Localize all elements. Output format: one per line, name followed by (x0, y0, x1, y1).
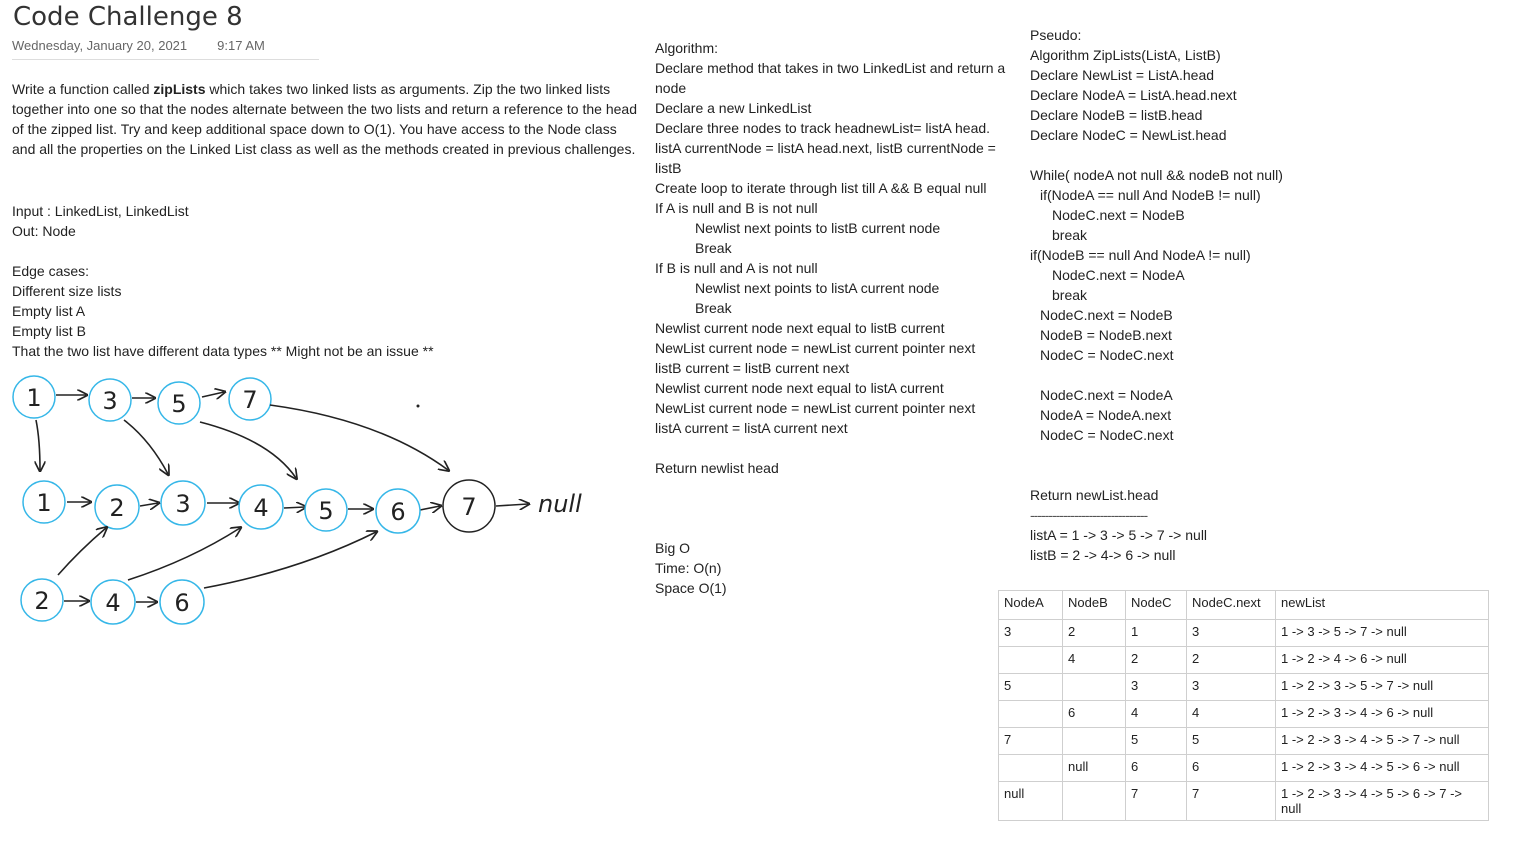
pseudo-heading: Pseudo: (1030, 27, 1082, 43)
algorithm-line: If A is null and B is not null (655, 200, 818, 216)
pseudo-line: NodeB = NodeB.next (1040, 327, 1172, 343)
zip-diagram (0, 360, 640, 640)
algorithm-line: NewList current node = newList current pointer next (655, 340, 976, 356)
merged-value: 5 (318, 497, 334, 525)
table-row (999, 728, 1489, 755)
algorithm-line: Declare method that takes in two LinkedList and return a node (655, 60, 1006, 96)
table-cell: 1 -> 2 -> 3 -> 4 -> 5 -> 7 -> null (1276, 728, 1489, 755)
pseudo-line: Declare NodeA = ListA.head.next (1030, 87, 1237, 103)
algorithm-line: Newlist next points to listB current node (695, 220, 941, 236)
merged-node (95, 485, 139, 529)
pseudo-return: Return newList.head (1030, 487, 1159, 503)
merged-value: 3 (175, 490, 191, 518)
page-title: Code Challenge 8 (13, 2, 243, 32)
merged-value: 1 (36, 489, 52, 517)
list-a-node (229, 378, 271, 420)
input-line: Input : LinkedList, LinkedList (12, 203, 189, 219)
pseudo-line: break (1052, 287, 1088, 303)
table-row (999, 701, 1489, 728)
pseudo-line: Declare NodeB = listB.head (1030, 107, 1203, 123)
page-date-line (12, 38, 319, 60)
problem-description (12, 79, 642, 159)
pseudo-line: NodeC = NodeC.next (1040, 427, 1174, 443)
page-date: Wednesday, January 20, 2021 (12, 38, 188, 53)
algorithm-block (655, 38, 1015, 478)
description-rest: which takes two linked lists as arguments. Zip the two linked lists together into one so that the nodes alternate between the two lists and return a reference to the head of the zipped list. Try and keep additional space down to O(1). You have access to the Node class and all the properties on the Linked List class as well as the methods created in previous challenges. (12, 81, 637, 157)
merged-value: 4 (253, 494, 269, 522)
algorithm-line: listB current = listB current next (655, 360, 850, 376)
list-a-value: 7 (242, 386, 258, 414)
list-b-value: 6 (174, 589, 190, 617)
example-block (1030, 485, 1330, 565)
io-block (12, 201, 512, 241)
edge-case-item: That the two list have different data types ** Might not be an issue ** (12, 343, 434, 359)
pseudo-line: break (1052, 227, 1088, 243)
trace-table (998, 590, 1489, 821)
table-cell: 1 -> 2 -> 3 -> 4 -> 6 -> null (1276, 701, 1489, 728)
table-cell: 5 (1187, 728, 1276, 755)
algorithm-heading: Algorithm: (655, 40, 719, 56)
table-cell (999, 701, 1063, 728)
table-cell: 7 (999, 728, 1063, 755)
algorithm-line: If B is null and A is not null (655, 260, 818, 276)
algorithm-line: Declare a new LinkedList (655, 100, 812, 116)
table-cell: 3 (1126, 674, 1187, 701)
big-o-heading: Big O (655, 540, 691, 556)
list-a-value: 5 (171, 390, 187, 418)
table-cell: 1 -> 2 -> 3 -> 4 -> 5 -> 6 -> null (1276, 755, 1489, 782)
edge-cases-heading: Edge cases: (12, 263, 90, 279)
pseudo-line: NodeA = NodeA.next (1040, 407, 1172, 423)
arrow-a1-down (36, 420, 40, 470)
merged-value: 6 (390, 498, 406, 526)
table-cell: 1 -> 3 -> 5 -> 7 -> null (1276, 620, 1489, 647)
edge-cases (12, 261, 612, 361)
list-b-node (160, 580, 204, 624)
page-time: 9:17 AM (217, 38, 265, 53)
algorithm-line: Create loop to iterate through list till A && B equal null (655, 180, 987, 196)
pseudo-line: NodeC = NodeC.next (1040, 347, 1174, 363)
table-cell: 5 (999, 674, 1063, 701)
table-cell: null (1063, 755, 1126, 782)
pseudo-line (1030, 365, 1330, 385)
edge-case-item: Different size lists (12, 283, 122, 299)
pseudo-line: if(NodeB == null And NodeA != null) (1030, 247, 1251, 263)
table-cell: 6 (1126, 755, 1187, 782)
list-b-value: 4 (105, 589, 121, 617)
pseudo-line: NodeC.next = NodeA (1040, 387, 1173, 403)
algorithm-line: Declare three nodes to track headnewList= listA head. listA currentNode = listA head.next, listB currentNode = listB (655, 120, 996, 176)
list-b-value: 2 (34, 587, 50, 615)
merged-node (305, 489, 347, 531)
merged-node (239, 485, 283, 529)
example-list-b: listB = 2 -> 4-> 6 -> null (1030, 547, 1176, 563)
function-name: zipLists (153, 81, 206, 97)
algorithm-line (655, 438, 1015, 458)
pseudo-line (1030, 145, 1330, 165)
pseudo-line: Algorithm ZipLists(ListA, ListB) (1030, 47, 1221, 63)
merged-value: 2 (109, 494, 125, 522)
algorithm-line: NewList current node = newList current pointer next (655, 400, 976, 416)
algorithm-line: Newlist current node next equal to listB current (655, 320, 945, 336)
table-row (999, 782, 1489, 821)
arrow-m-2 (140, 503, 158, 506)
null-label: null (538, 490, 582, 518)
table-cell: null (999, 782, 1063, 821)
table-cell: 4 (1063, 647, 1126, 674)
pseudo-line: NodeC.next = NodeB (1052, 207, 1185, 223)
table-cell (999, 647, 1063, 674)
algorithm-line: Break (695, 300, 732, 316)
table-cell: 5 (1126, 728, 1187, 755)
arrow-m-7 (496, 504, 528, 506)
table-row (999, 620, 1489, 647)
pseudo-line: NodeC.next = NodeB (1040, 307, 1173, 323)
table-header: NodeC (1126, 591, 1187, 620)
edge-case-item: Empty list B (12, 323, 86, 339)
divider: -------------------------------- (1030, 507, 1148, 523)
pseudo-line: While( nodeA not null && nodeB not null) (1030, 167, 1283, 183)
description-prefix: Write a function called (12, 81, 154, 97)
pseudo-line: if(NodeA == null And NodeB != null) (1040, 187, 1261, 203)
table-cell: 6 (1187, 755, 1276, 782)
list-a-node (13, 376, 55, 418)
list-b-node (21, 579, 63, 621)
merged-node (161, 481, 205, 525)
pseudo-line: Declare NodeC = NewList.head (1030, 127, 1227, 143)
table-header: NodeB (1063, 591, 1126, 620)
big-o-block (655, 538, 855, 598)
table-cell: 4 (1126, 701, 1187, 728)
table-cell: 2 (1126, 647, 1187, 674)
table-header: NodeC.next (1187, 591, 1276, 620)
output-line: Out: Node (12, 223, 76, 239)
algorithm-line: listA current = listA current next (655, 420, 848, 436)
table-cell: 1 -> 2 -> 3 -> 4 -> 5 -> 6 -> 7 -> null (1276, 782, 1489, 821)
table-cell (999, 755, 1063, 782)
table-cell (1063, 782, 1126, 821)
table-cell: 3 (1187, 674, 1276, 701)
table-cell: 2 (1063, 620, 1126, 647)
table-header: NodeA (999, 591, 1063, 620)
edge-case-item: Empty list A (12, 303, 86, 319)
table-cell: 7 (1126, 782, 1187, 821)
pseudo-block (1030, 25, 1330, 445)
table-cell: 7 (1187, 782, 1276, 821)
merged-node (443, 480, 495, 532)
stray-dot (417, 405, 420, 408)
example-list-a: listA = 1 -> 3 -> 5 -> 7 -> null (1030, 527, 1208, 543)
table-cell (1063, 728, 1126, 755)
table-cell: 6 (1063, 701, 1126, 728)
table-row (999, 674, 1489, 701)
arrow-a7-down (270, 405, 448, 470)
algorithm-line: Break (695, 240, 732, 256)
algorithm-line: Newlist next points to listA current node (695, 280, 940, 296)
pseudo-line: Declare NewList = ListA.head (1030, 67, 1215, 83)
table-row (999, 647, 1489, 674)
list-a-value: 3 (102, 387, 118, 415)
algorithm-line: Newlist current node next equal to listA current (655, 380, 944, 396)
arrow-m-4 (284, 507, 305, 508)
arrow-a5-down (200, 422, 296, 478)
arrow-b4-up (128, 528, 240, 580)
table-header-row (999, 591, 1489, 620)
table-cell: 1 -> 2 -> 4 -> 6 -> null (1276, 647, 1489, 674)
table-row (999, 755, 1489, 782)
arrow-b2-up (58, 528, 106, 575)
table-cell (1063, 674, 1126, 701)
pseudo-line: NodeC.next = NodeA (1052, 267, 1185, 283)
list-a-node (89, 379, 131, 421)
list-a-value: 1 (26, 384, 42, 412)
arrow-m-6 (420, 506, 440, 510)
table-cell: 1 -> 2 -> 3 -> 5 -> 7 -> null (1276, 674, 1489, 701)
big-o-space: Space O(1) (655, 580, 727, 596)
table-cell: 3 (1187, 620, 1276, 647)
table-cell: 4 (1187, 701, 1276, 728)
table-cell: 3 (999, 620, 1063, 647)
list-b-node (91, 580, 135, 624)
big-o-time: Time: O(n) (655, 560, 722, 576)
algorithm-line: Return newlist head (655, 460, 779, 476)
merged-value: 7 (461, 493, 477, 521)
table-cell: 2 (1187, 647, 1276, 674)
arrow-a3-down (124, 420, 168, 474)
merged-node (376, 489, 420, 533)
table-header: newList (1276, 591, 1489, 620)
merged-node (23, 481, 65, 523)
list-a-node (158, 382, 200, 424)
arrow-b6-up (204, 532, 376, 588)
arrow-a-5-7 (202, 392, 224, 397)
table-cell: 1 (1126, 620, 1187, 647)
